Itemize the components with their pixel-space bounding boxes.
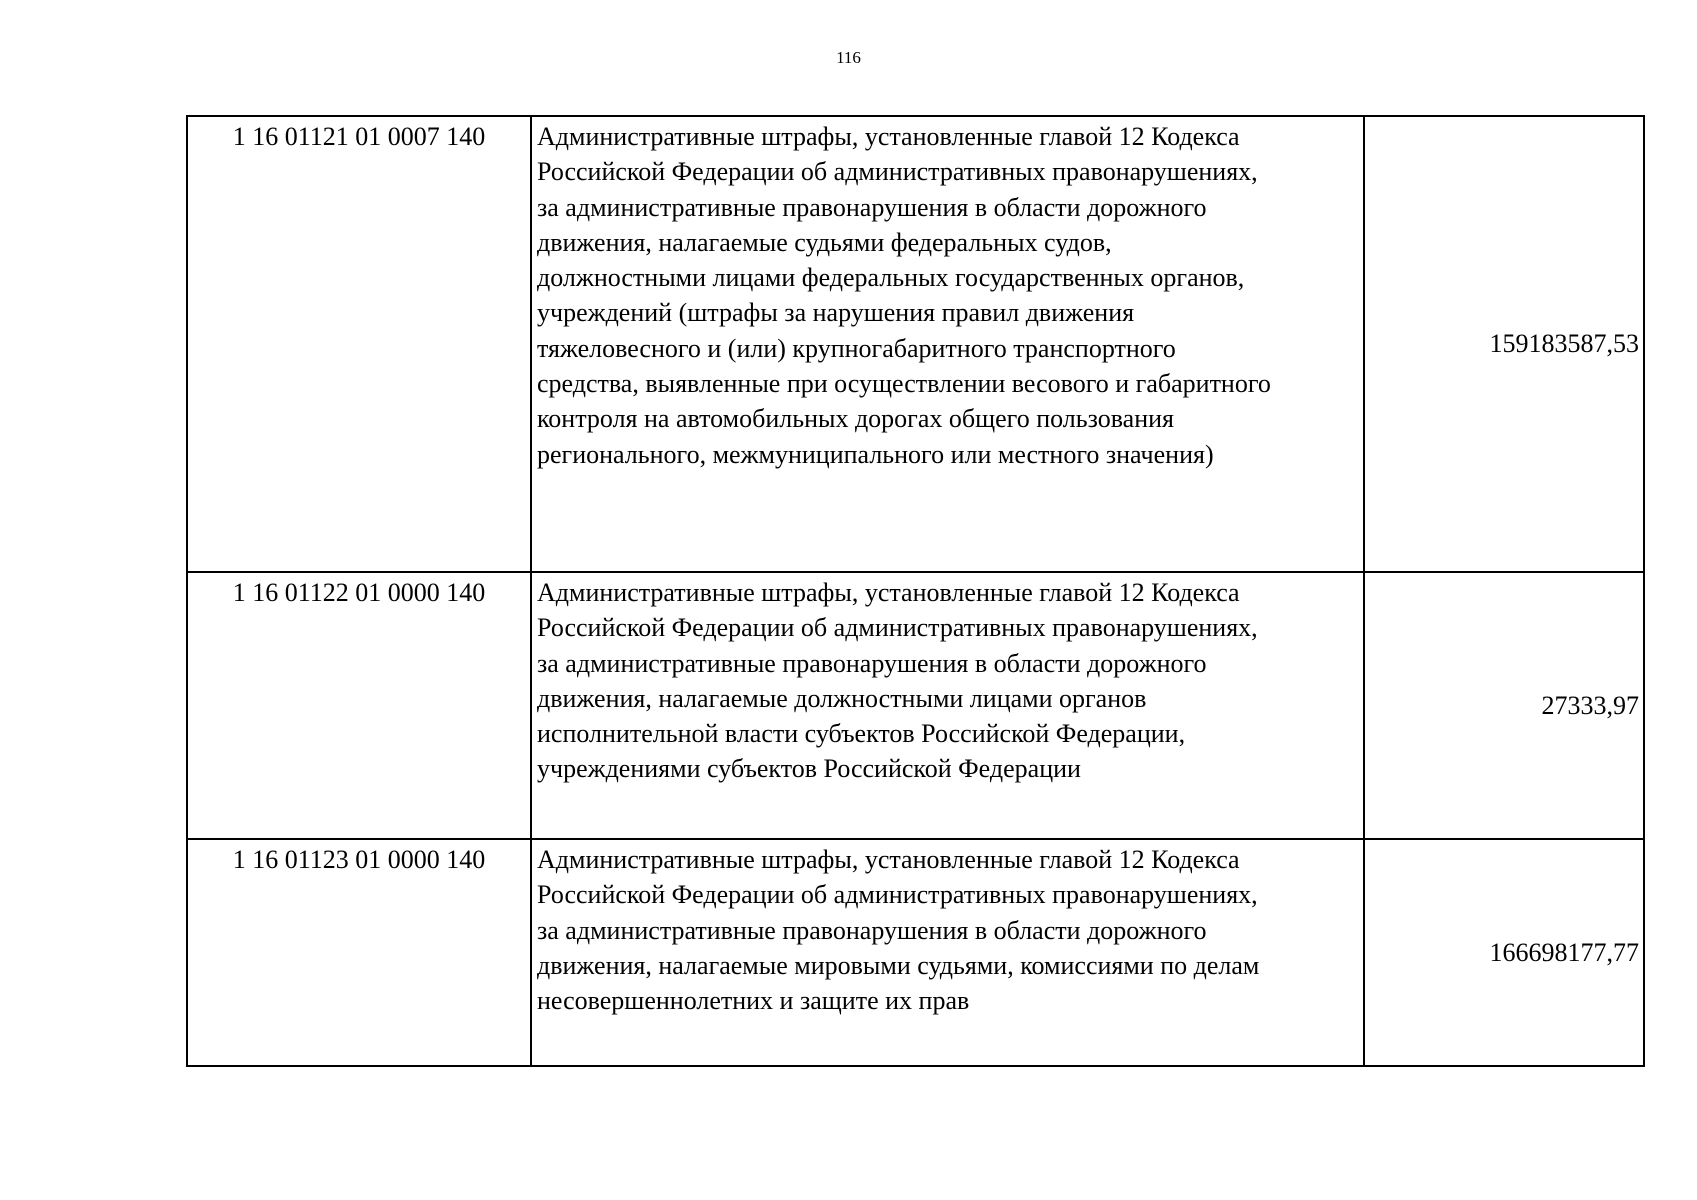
- description-line: Административные штрафы, установленные главой 12 Кодекса: [537, 122, 1240, 151]
- budget-classification-code: 1 16 01123 01 0000 140: [187, 839, 531, 1066]
- description-line: учреждениями субъектов Российской Федерации: [537, 754, 1081, 784]
- revenue-amount: 27333,97: [1364, 572, 1644, 839]
- description-line: средства, выявленные при осуществлении весового и габаритного: [537, 369, 1271, 399]
- description-line: Российской Федерации об административных правонарушениях,: [537, 157, 1258, 187]
- description-line: движения, налагаемые мировыми судьями, комиссиями по делам: [537, 950, 1260, 980]
- description-line: регионального, межмуниципального или местного значения): [537, 439, 1214, 469]
- revenue-description: [531, 116, 1364, 572]
- description-line: движения, налагаемые должностными лицами органов: [537, 683, 1147, 713]
- description-line: контроля на автомобильных дорогах общего пользования: [537, 404, 1174, 434]
- budget-revenue-table: [186, 115, 1645, 1067]
- revenue-amount: 159183587,53: [1364, 116, 1644, 572]
- table-row: [187, 839, 1644, 1066]
- budget-classification-code: 1 16 01122 01 0000 140: [187, 572, 531, 839]
- description-line: Административные штрафы, установленные главой 12 Кодекса: [537, 578, 1240, 607]
- description-line: за административные правонарушения в области дорожного: [537, 915, 1207, 945]
- description-line: учреждений (штрафы за нарушения правил движения: [537, 298, 1135, 328]
- description-line: движения, налагаемые судьями федеральных судов,: [537, 227, 1112, 257]
- description-line: исполнительной власти субъектов Российской Федерации,: [537, 719, 1186, 749]
- table-row: [187, 116, 1644, 572]
- description-line: тяжеловесного и (или) крупногабаритного транспортного: [537, 333, 1176, 363]
- revenue-description: [531, 839, 1364, 1066]
- description-line: Российской Федерации об административных правонарушениях,: [537, 613, 1258, 643]
- description-line: несовершеннолетних и защите их прав: [537, 986, 970, 1016]
- revenue-amount: 166698177,77: [1364, 839, 1644, 1066]
- description-line: должностными лицами федеральных государственных органов,: [537, 263, 1245, 293]
- budget-classification-code: 1 16 01121 01 0007 140: [187, 116, 531, 572]
- description-line: Российской Федерации об административных правонарушениях,: [537, 880, 1258, 910]
- table-row: [187, 572, 1644, 839]
- description-line: Административные штрафы, установленные главой 12 Кодекса: [537, 845, 1240, 874]
- description-line: за административные правонарушения в области дорожного: [537, 192, 1207, 222]
- description-line: за административные правонарушения в области дорожного: [537, 648, 1207, 678]
- revenue-description: [531, 572, 1364, 839]
- page-number: 116: [836, 48, 861, 67]
